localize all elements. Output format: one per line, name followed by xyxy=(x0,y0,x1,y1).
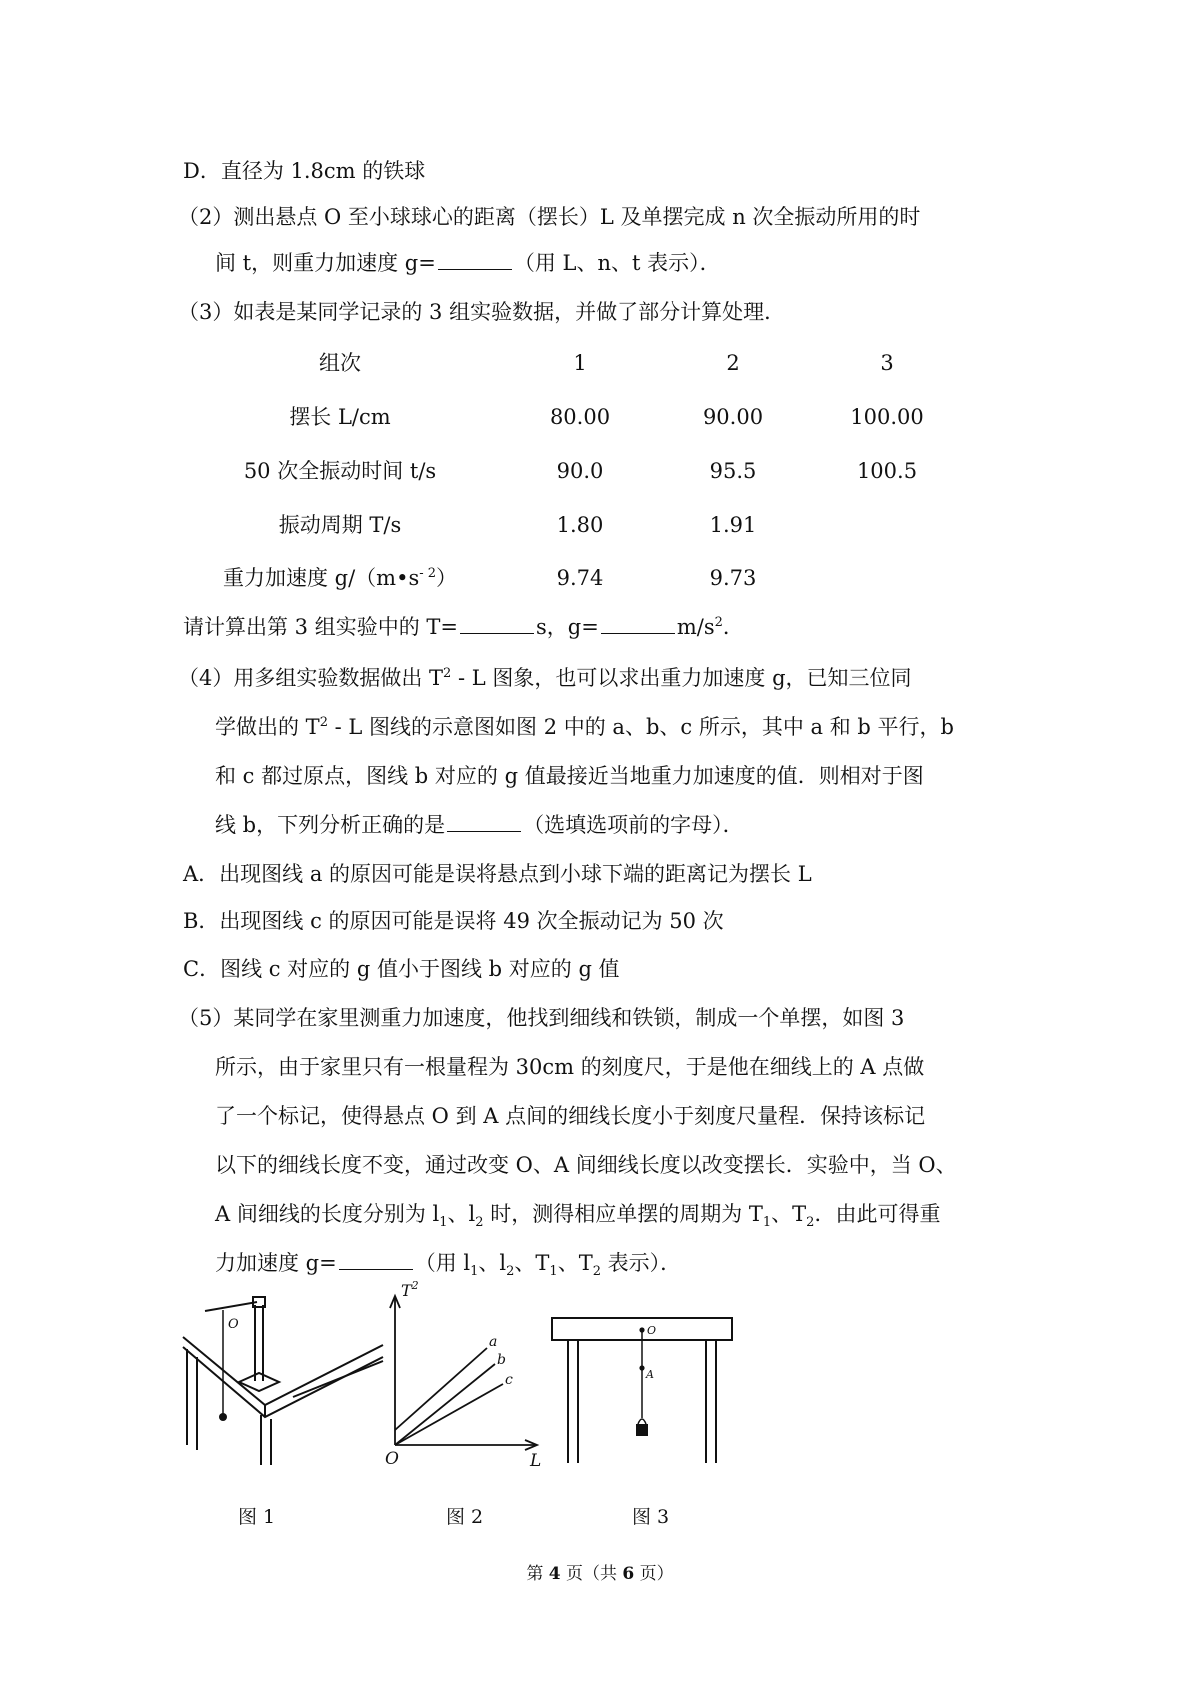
table-header-cell: 3 xyxy=(880,351,894,375)
fig2-line-c-label: c xyxy=(505,1372,513,1388)
table-cell: 9.74 xyxy=(556,566,604,590)
fig2-y-label: $T^2$ xyxy=(401,1279,419,1300)
q2-line-1: （2）测出悬点 O 至小球球心的距离（摆长）L 及单摆完成 n 次全振动所用的时 xyxy=(178,205,921,229)
q4-line-1: （4）用多组实验数据做出 $T^2$ - L 图象，也可以求出重力加速度 g，已知三位同 xyxy=(178,666,912,690)
page-footer: 第 4 页（共 6 页） xyxy=(526,1564,674,1584)
table-cell-g-unit: 重力加速度 $g/(m•s^{- 2})$ xyxy=(222,566,458,590)
figure-3-table-pendulum xyxy=(550,1318,735,1463)
q5-line-5: A 间细线的长度分别为 $l_1$、$l_2$ 时，测得相应单摆的周期为 $T_1$、$T_2$．由此可得重 xyxy=(215,1202,941,1231)
q3-intro: （3）如表是某同学记录的 3 组实验数据，并做了部分计算处理． xyxy=(178,300,786,324)
option-a: A．出现图线 a 的原因可能是误将悬点到小球下端的距离记为摆长 L xyxy=(183,862,812,886)
table-cell: 90.0 xyxy=(556,459,604,483)
q4-line-4: 线 b，下列分析正确的是 （选填选项前的字母）． xyxy=(215,813,744,837)
lock-weight xyxy=(636,1424,648,1436)
option-b: B．出现图线 c 的原因可能是误将 49 次全振动记为 50 次 xyxy=(183,909,724,933)
q5-line-2: 所示，由于家里只有一根量程为 30cm 的刻度尺，于是他在细线上的 A 点做 xyxy=(215,1055,925,1079)
answer-blank[interactable] xyxy=(438,249,512,270)
q5-line-3: 了一个标记，使得悬点 O 到 A 点间的细线长度小于刻度尺量程．保持该标记 xyxy=(215,1104,926,1128)
fig2-x-label: L xyxy=(530,1451,542,1471)
table-cell: 9.73 xyxy=(709,566,757,590)
option-d: D．直径为 1.8cm 的铁球 xyxy=(183,159,426,183)
figure-1-pendulum-stand xyxy=(183,1285,383,1465)
table-header-cell: 2 xyxy=(726,351,740,375)
fig2-line-b-label: b xyxy=(497,1352,506,1368)
table-cell: 50 次全振动时间 t/s xyxy=(243,459,437,483)
page-total: 6 xyxy=(622,1564,635,1584)
table-cell: 1.80 xyxy=(556,513,604,537)
table-header-cell: 组次 xyxy=(319,351,361,375)
answer-blank[interactable] xyxy=(447,811,521,832)
fig2-line-a-label: a xyxy=(489,1334,498,1350)
q5-line-6: 力加速度 g= （用 $l_1$、$l_2$、$T_1$、$T_2$ 表示）． xyxy=(215,1251,682,1280)
table-cell: 95.5 xyxy=(709,459,757,483)
answer-blank[interactable] xyxy=(601,613,675,634)
answer-blank[interactable] xyxy=(460,613,534,634)
graph-line-a xyxy=(395,1348,487,1430)
fig3-label-a: A xyxy=(646,1368,654,1381)
table-header-cell: 1 xyxy=(573,351,587,375)
caption-figure-3: 图 3 xyxy=(632,1506,670,1528)
caption-figure-1: 图 1 xyxy=(238,1506,276,1528)
table-cell: 100.5 xyxy=(856,459,918,483)
q5-line-4: 以下的细线长度不变，通过改变 O、A 间细线长度以改变摆长．实验中，当 O、 xyxy=(215,1153,957,1177)
figure-2-t2-l-graph xyxy=(385,1280,550,1470)
fig3-label-o: O xyxy=(647,1324,657,1337)
q2-line-2: 间 t，则重力加速度 g= （用 L、n、t 表示）． xyxy=(215,251,721,275)
q5-line-1: （5）某同学在家里测重力加速度，他找到细线和铁锁，制成一个单摆，如图 3 xyxy=(178,1006,905,1030)
table-cell: 1.91 xyxy=(709,513,757,537)
page-number: 4 xyxy=(548,1564,561,1584)
q4-line-2: 学做出的 $T^2$ - L 图线的示意图如图 2 中的 a、b、c 所示，其中 a 和 b 平行，b xyxy=(215,715,954,739)
answer-blank[interactable] xyxy=(339,1249,413,1270)
table-cell: 摆长 L/cm xyxy=(289,405,391,429)
table-cell: 90.00 xyxy=(702,405,764,429)
table-cell: 振动周期 T/s xyxy=(278,513,402,537)
option-c: C．图线 c 对应的 g 值小于图线 b 对应的 g 值 xyxy=(183,957,620,981)
fig2-origin-label: O xyxy=(385,1449,399,1469)
pendulum-bob xyxy=(219,1413,227,1421)
caption-figure-2: 图 2 xyxy=(446,1506,484,1528)
q3-ask: 请计算出第 3 组实验中的 T= s，$g= m/s^2$． xyxy=(183,615,744,639)
table-cell: 100.00 xyxy=(850,405,924,429)
table-cell: 80.00 xyxy=(549,405,611,429)
graph-line-b xyxy=(395,1364,495,1445)
q4-line-3: 和 c 都过原点，图线 b 对应的 g 值最接近当地重力加速度的值．则相对于图 xyxy=(215,764,924,788)
fig1-label-o: O xyxy=(228,1317,239,1332)
